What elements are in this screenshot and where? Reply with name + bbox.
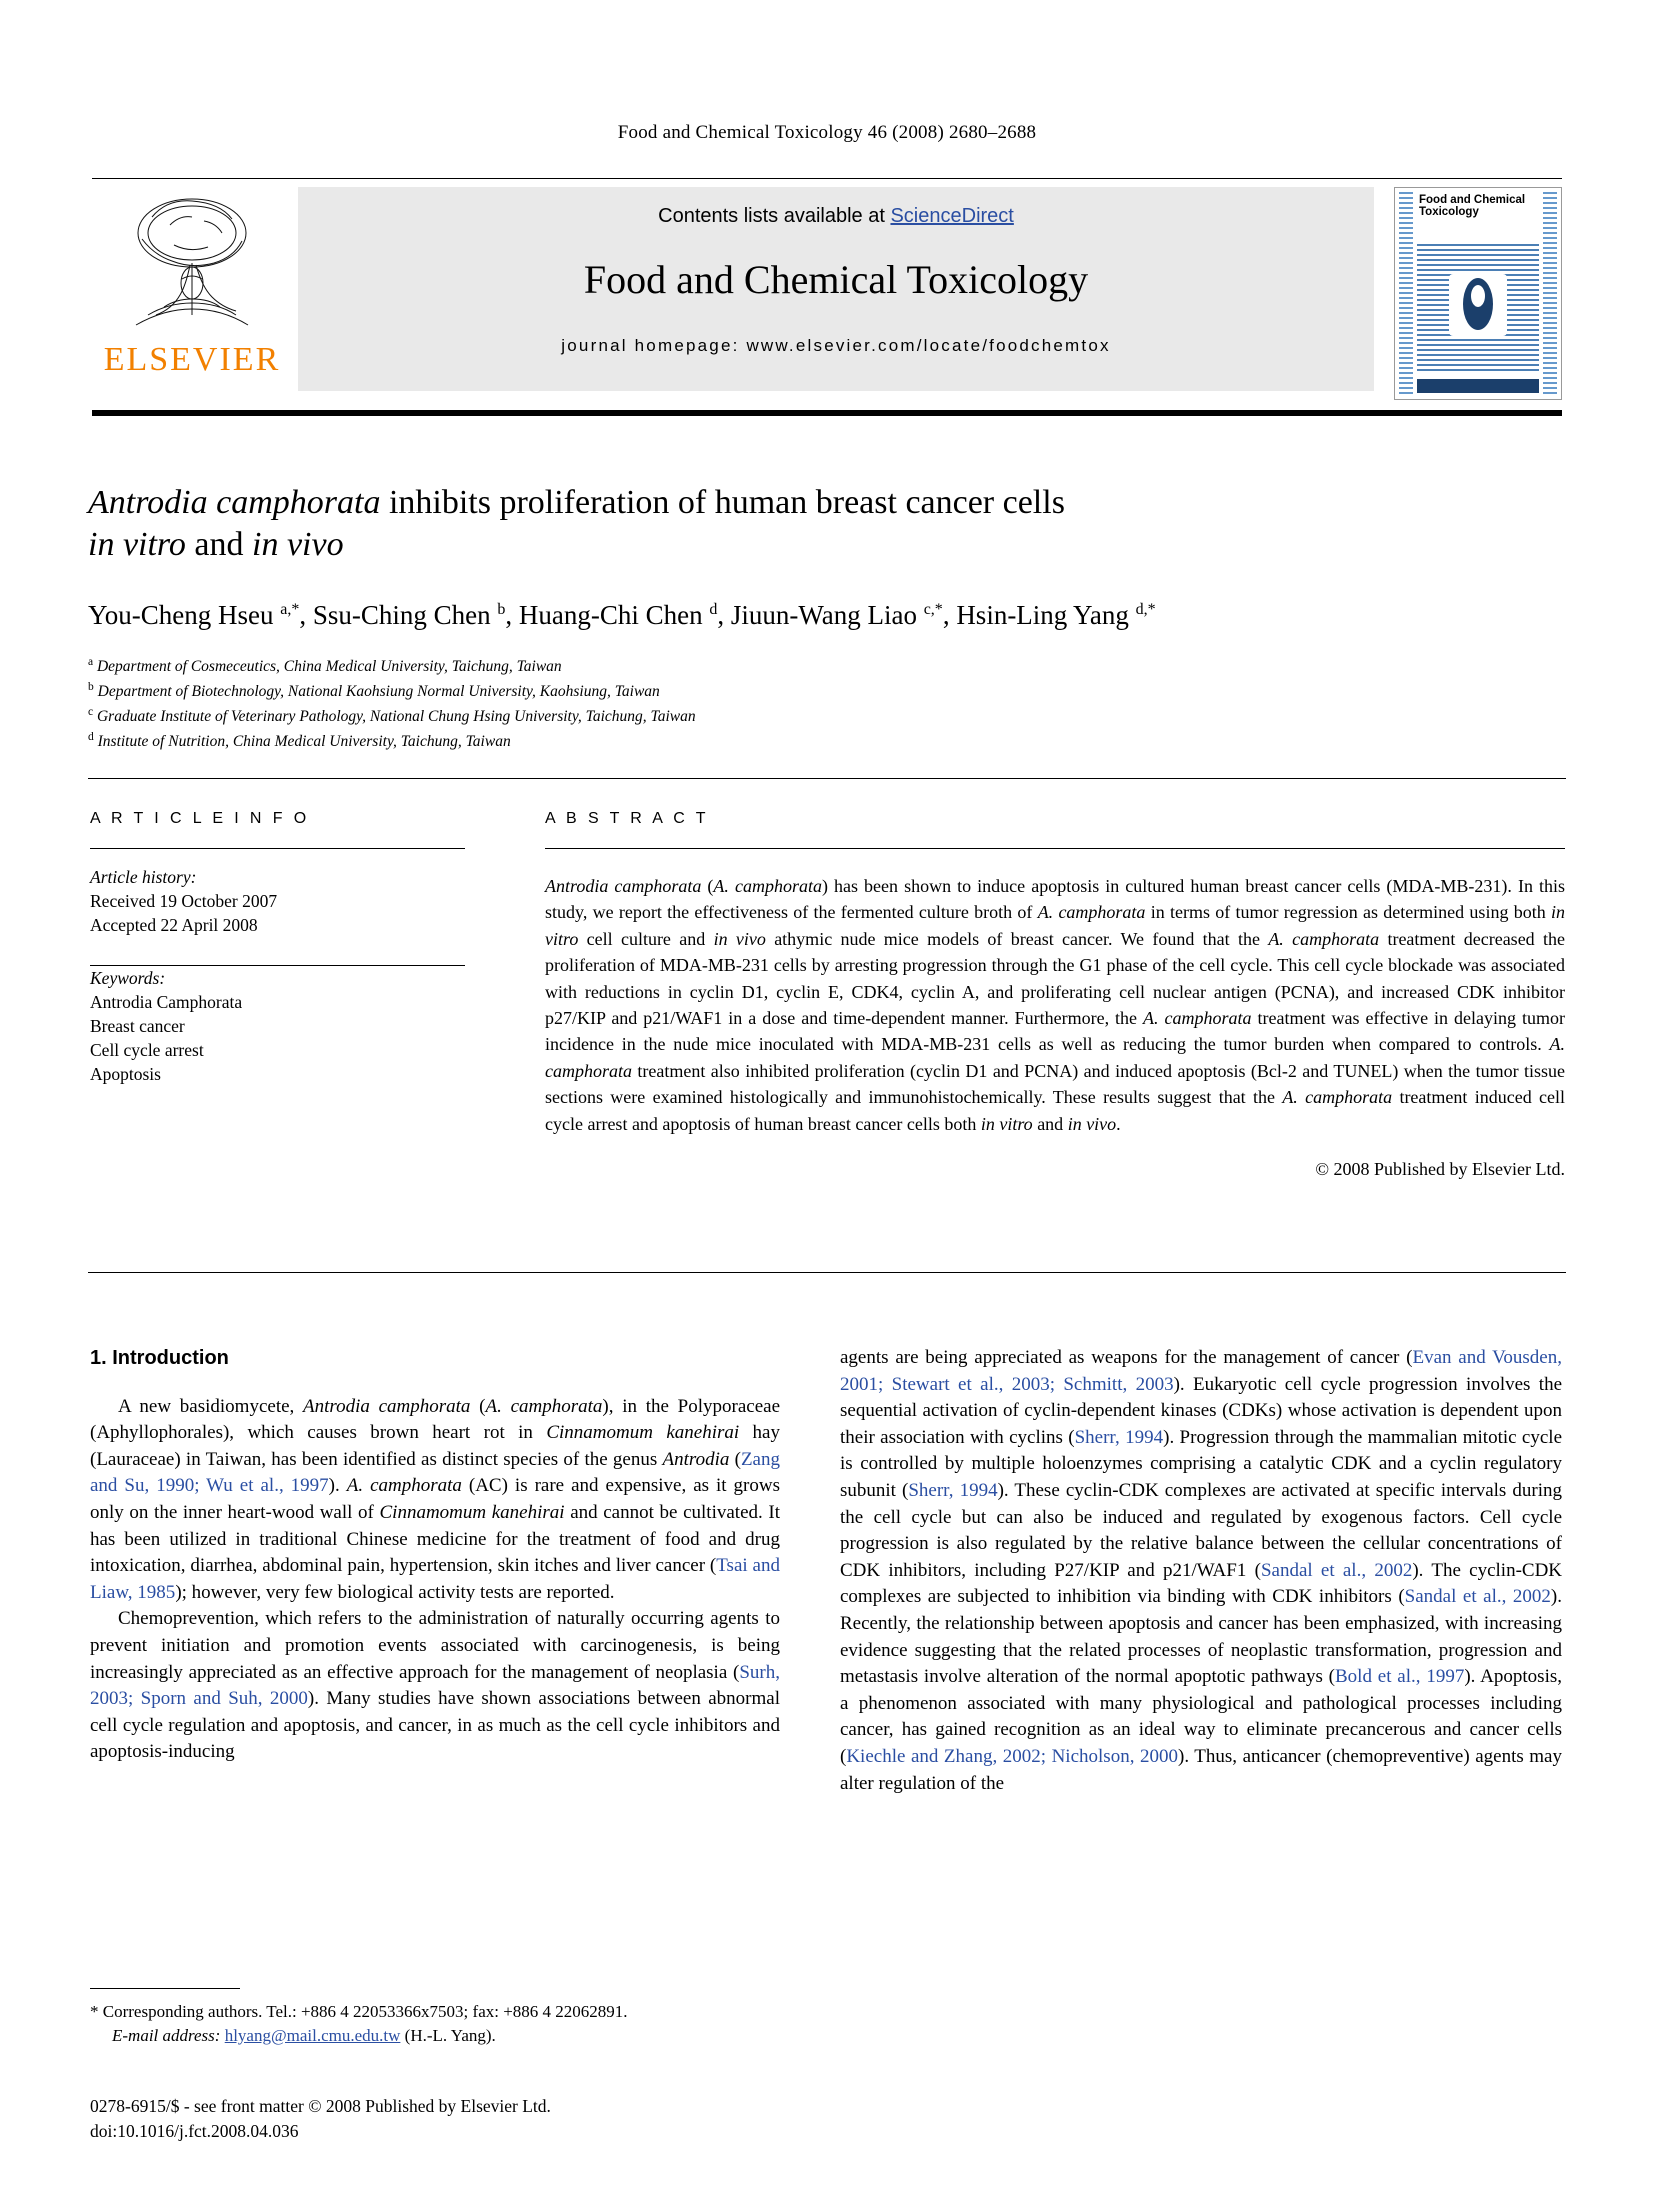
cover-title: Food and Chemical Toxicology: [1419, 194, 1526, 218]
intro-paragraph-1: A new basidiomycete, Antrodia camphorata (A. camphorata), in the Polyporaceae (Aphyllophorales), which causes brown heart rot in Cinnamomum kanehirai hay (Lauraceae) in Taiwan, has been identified as distinct species of the genus Antrodia (Zang and Su, 1990; Wu et al., 1997). A. camphorata (AC) is rare and expensive, as it grows only on the inner heart-wood wall of Cinnamomum kanehirai and cannot be cultivated. It has been utilized in traditional Chinese medicine for the treatment of food and drug intoxication, diarrhea, abdominal pain, hypertension, skin itches and liver cancer (Tsai and Liaw, 1985); however, very few biological activity tests are reported.: [90, 1395, 781, 1603]
footer-metadata: [90, 2094, 990, 2144]
abstract-column: [545, 810, 1565, 1180]
cover-figure-icon: [1449, 274, 1507, 336]
email-note: [90, 2024, 780, 2048]
doi-line: doi:10.1016/j.fct.2008.04.036: [90, 2121, 299, 2141]
section-heading-introduction: 1. Introduction: [90, 1347, 229, 1369]
contents-prefix: Contents lists available at: [658, 205, 891, 227]
running-head: Food and Chemical Toxicology 46 (2008) 2680–2688: [617, 122, 1037, 143]
journal-homepage[interactable]: journal homepage: www.elsevier.com/locate/foodchemtox: [561, 336, 1111, 355]
body-column-left: [90, 1345, 780, 1766]
affiliation-c: $^c$ Graduate Institute of Veterinary Pathology, National Chung Hsing University, Taichung, Taiwan: [88, 706, 696, 726]
journal-title: Food and Chemical Toxicology: [583, 257, 1089, 302]
author-list: You-Cheng Hseu $^{a,*}$, Ssu-Ching Chen $^b$, Huang-Chi Chen $^d$, Jiuun-Wang Liao $^{c,*}$, Hsin-Ling Yang $^{d,*}$: [88, 600, 1156, 630]
article-info-column: [90, 810, 465, 1086]
abstract-copyright: © 2008 Published by Elsevier Ltd.: [1315, 1159, 1565, 1180]
email-label: E-mail address:: [112, 2026, 221, 2045]
intro-paragraph-3: agents are being appreciated as weapons for the management of cancer (Evan and Vousden, 2001; Stewart et al., 2003; Schmitt, 2003). Eukaryotic cell cycle progression involves the sequential activation of cyclin-dependent kinases (CDKs) whose activation is dependent upon their association with cyclins (Sherr, 1994). Progression through the mammalian mitotic cycle is controlled by multiple holoenzymes comprising a catalytic CDK and a cyclin regulatory subunit (Sherr, 1994). These cyclin-CDK complexes are activated at specific intervals during the cell cycle but can also be induced and regulated by exogenous factors. Cell cycle progression is also regulated by the relative balance between the cellular concentrations of CDK inhibitors, including P27/KIP and p21/WAF1 (Sandal et al., 2002). The cyclin-CDK complexes are subjected to inhibition via binding with CDK inhibitors (Sandal et al., 2002). Recently, the relationship between apoptosis and cancer has been emphasized, with increasing evidence suggesting that the related processes of neoplastic transformation, progression and metastasis involve alteration of the normal apoptotic pathways (Bold et al., 1997). Apoptosis, a phenomenon associated with many physiological and pathological processes including cancer, has gained recognition as an ideal way to eliminate precancerous and cancer cells (Kiechle and Zhang, 2002; Nicholson, 2000). Thus, anticancer (chemopreventive) agents may alter regulation of the: [840, 1347, 1563, 1794]
keywords-label: Keywords:: [90, 968, 166, 988]
intro-paragraph-2: Chemoprevention, which refers to the administration of naturally occurring agents to prevent initiation and promotion events associated with carcinogenesis, is being increasingly appreciated as an effective approach for the management of neoplasia (Surh, 2003; Sporn and Suh, 2000). Many studies have shown associations between abnormal cell cycle regulation and apoptosis, and cancer, in as much as the cell cycle inhibitors and apoptosis-inducing: [90, 1608, 780, 1763]
contents-line: [298, 205, 1374, 228]
abstract-heading: A B S T R A C T: [545, 810, 709, 827]
title-line-2: in vitro and in vivo: [88, 526, 344, 563]
cover-right-lines: [1543, 192, 1557, 397]
article-info-rule: [90, 848, 465, 849]
article-history: [90, 865, 465, 937]
masthead-bottom-rule: [92, 410, 1562, 416]
cover-emblem-icon: [1449, 274, 1507, 336]
page-title: [88, 482, 1566, 566]
sciencedirect-link[interactable]: ScienceDirect: [890, 205, 1014, 227]
elsevier-logo: [92, 187, 292, 401]
email-link[interactable]: hlyang@mail.cmu.edu.tw: [224, 2026, 401, 2045]
article-history-label: Article history:: [90, 867, 197, 887]
journal-cover-thumbnail: [1394, 187, 1562, 400]
keyword-item: Cell cycle arrest: [90, 1040, 204, 1060]
elsevier-wordmark: ELSEVIER: [103, 341, 281, 378]
keywords-block: [90, 966, 465, 1086]
title-line-1: Antrodia camphorata inhibits proliferation of human breast cancer cells: [88, 484, 1065, 521]
body-column-right: [840, 1345, 1562, 1797]
affiliation-list: [88, 652, 1566, 753]
keyword-item: Breast cancer: [90, 1016, 185, 1036]
cover-left-lines: [1399, 192, 1413, 397]
journal-band: [298, 187, 1374, 391]
affiliation-d: $^d$ Institute of Nutrition, China Medical University, Taichung, Taiwan: [88, 731, 511, 751]
article-accepted: Accepted 22 April 2008: [90, 915, 258, 935]
journal-masthead: [92, 178, 1562, 410]
title-bottom-rule: [88, 778, 1566, 779]
keyword-item: Antrodia Camphorata: [90, 992, 243, 1012]
issn-line: 0278-6915/$ - see front matter © 2008 Published by Elsevier Ltd.: [90, 2096, 551, 2116]
abstract-text: Antrodia camphorata (A. camphorata) has been shown to induce apoptosis in cultured human breast cancer cells (MDA-MB-231). In this study, we report the effectiveness of the fermented culture broth of A. camphorata in terms of tumor regression as determined using both in vitro cell culture and in vivo athymic nude mice models of breast cancer. We found that the A. camphorata treatment decreased the proliferation of MDA-MB-231 cells by arresting progression through the G1 phase of the cell cycle. This cell cycle blockade was associated with reductions in cyclin D1, cyclin E, CDK4, cyclin A, and proliferating cell nuclear antigen (PCNA), and increased CDK inhibitor p27/KIP and p21/WAF1 in a dose and time-dependent manner. Furthermore, the A. camphorata treatment was effective in delaying tumor incidence in the nude mice inoculated with MDA-MB-231 cells as well as reducing the tumor burden when compared to controls. A. camphorata treatment also inhibited proliferation (cyclin D1 and PCNA) and induced apoptosis (Bcl-2 and TUNEL) when the tumor tissue sections were examined histologically and immunohistochemically. These results suggest that the A. camphorata treatment induced cell cycle arrest and apoptosis of human breast cancer cells both in vitro and in vivo.: [545, 876, 1565, 1134]
title-block: [88, 482, 1566, 753]
cover-bottom-bar: [1417, 379, 1539, 393]
footnote-rule: [90, 1988, 240, 1989]
elsevier-tree-icon: [112, 187, 272, 337]
affiliation-b: $^b$ Department of Biotechnology, National Kaohsiung Normal University, Kaohsiung, Taiwan: [88, 681, 660, 701]
abstract-bottom-rule: [88, 1272, 1566, 1273]
footnotes: [90, 2000, 780, 2048]
article-received: Received 19 October 2007: [90, 891, 278, 911]
article-info-heading: A R T I C L E I N F O: [90, 810, 310, 827]
keyword-item: Apoptosis: [90, 1064, 161, 1084]
affiliation-a: $^a$ Department of Cosmeceutics, China Medical University, Taichung, Taiwan: [88, 656, 562, 676]
email-suffix: (H.-L. Yang).: [404, 2026, 496, 2045]
corresponding-author-note: * Corresponding authors. Tel.: +886 4 22053366x7503; fax: +886 4 22062891.: [90, 2002, 628, 2021]
abstract-rule: [545, 848, 1565, 849]
